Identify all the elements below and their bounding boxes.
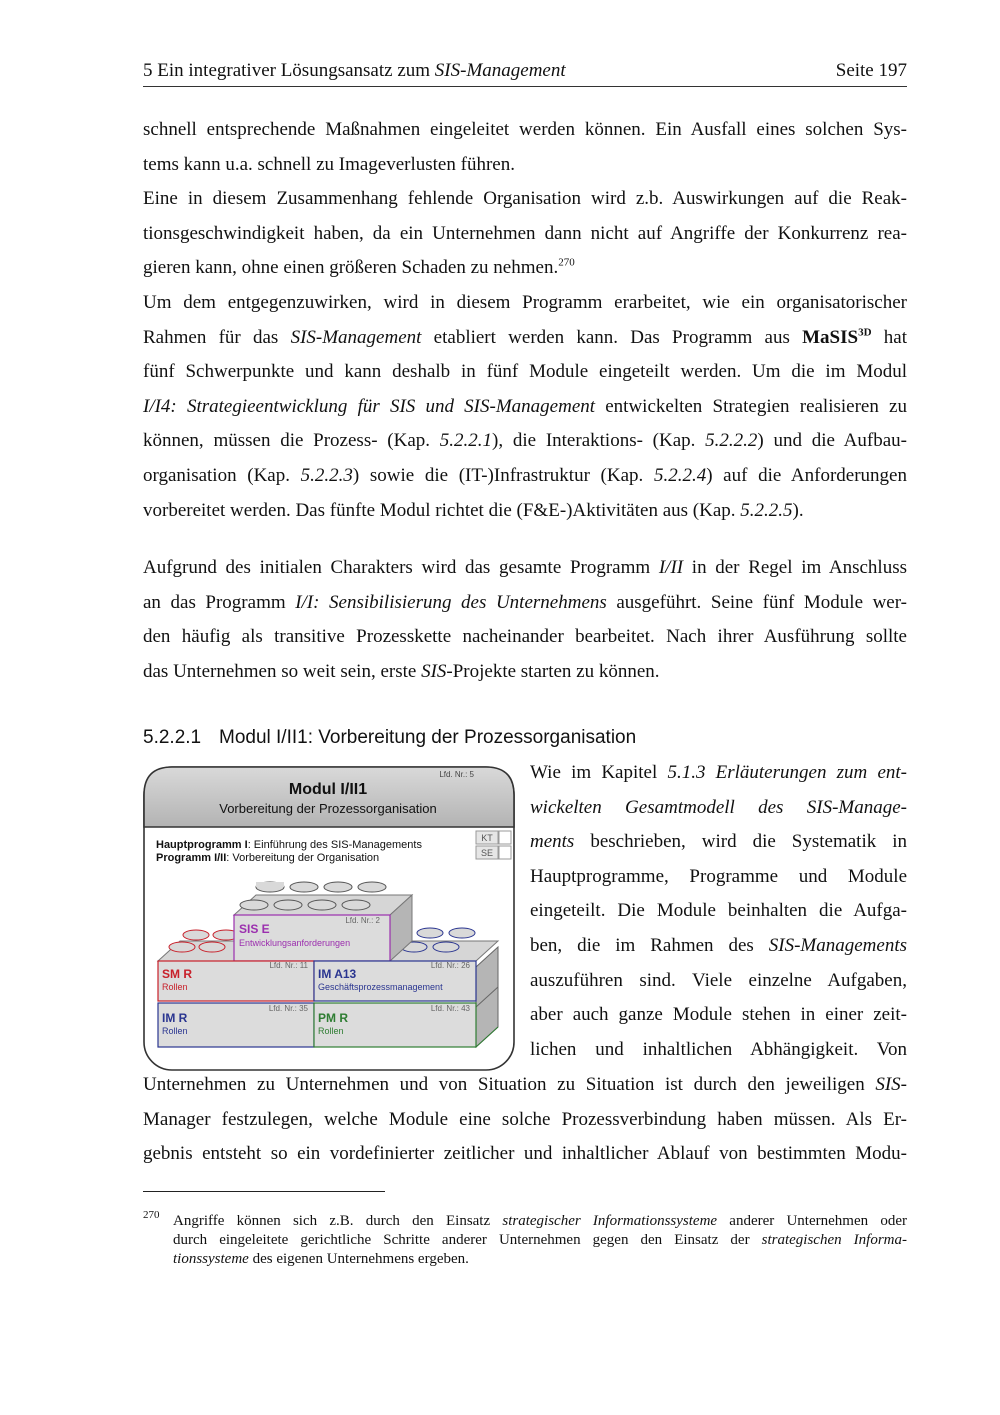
text-fragment: beschrieben, wird die Systematik in bbox=[574, 831, 907, 853]
lfd-main: Lfd. Nr.: 5 bbox=[439, 770, 474, 779]
text-line bbox=[143, 551, 907, 586]
programm-bold: Programm I/II bbox=[156, 852, 227, 864]
header-page-number: Seite 197 bbox=[835, 60, 907, 81]
footnote-mark: 270 bbox=[143, 1209, 160, 1221]
footnote-reference: 270 bbox=[558, 256, 575, 269]
footnote-rule bbox=[143, 1191, 385, 1192]
sm-r-lfd: Lfd. Nr.: 11 bbox=[269, 961, 308, 970]
im-r-subtitle: Rollen bbox=[162, 1026, 188, 1036]
text-fragment: tionssysteme bbox=[173, 1251, 249, 1267]
chapter-reference: 5.1.3 Erläuterungen zum ent- bbox=[667, 762, 907, 783]
chapter-reference: wickelten Gesamtmodell des SIS-Manage- bbox=[530, 796, 907, 818]
text-fragment: ben, die im Rahmen des bbox=[530, 934, 769, 956]
text-fragment: SIS-Management bbox=[290, 326, 422, 348]
paragraph-2 bbox=[143, 182, 907, 286]
text-fragment: ausgeführt. Seine fünf Module wer- bbox=[606, 591, 908, 613]
text-line bbox=[143, 1068, 907, 1103]
header-chapter-italic: SIS-Management bbox=[434, 60, 566, 81]
im-a13-subtitle: Geschäftsprozessmanagement bbox=[318, 982, 443, 992]
pm-r-title: PM R bbox=[318, 1011, 348, 1025]
text-line bbox=[143, 655, 907, 690]
sis-e-subtitle: Entwicklungsanforderungen bbox=[239, 938, 351, 948]
text-line bbox=[530, 791, 907, 826]
text-line: fünf Schwerpunkte und kann deshalb in fünf Module eingeteilt werden. Um die im Modul bbox=[143, 361, 907, 383]
text-fragment: können, müssen die Prozess- (Kap. bbox=[143, 430, 440, 452]
text-line: Manager festzulegen, welche Module eine solche Prozessverbindung haben müssen. Als Er- bbox=[143, 1108, 907, 1130]
text-fragment: an das Programm bbox=[143, 591, 296, 613]
paragraph-3 bbox=[143, 286, 907, 528]
im-a13-title: IM A13 bbox=[318, 967, 357, 981]
module-figure bbox=[142, 765, 516, 1072]
text-fragment: ) sowie die (IT-)Infrastruktur (Kap. bbox=[352, 464, 654, 486]
text-line: lichen und inhaltlichen Abhängigkeit. Von bbox=[530, 1038, 907, 1060]
programm-rest: : Vorbereitung der Organisation bbox=[226, 852, 380, 864]
text-line bbox=[143, 586, 907, 621]
footnote-line bbox=[173, 1212, 907, 1231]
text-line: Hauptprogramme, Programme und Module bbox=[530, 865, 907, 887]
sm-r-title: SM R bbox=[162, 967, 192, 981]
text-line bbox=[143, 494, 907, 529]
sis-e-lfd: Lfd. Nr.: 2 bbox=[345, 916, 380, 925]
text-fragment: in der Regel im Anschluss bbox=[683, 557, 907, 578]
module-subtitle: Vorbereitung der Prozessorganisation bbox=[219, 801, 437, 816]
text-fragment: organisation (Kap. bbox=[143, 464, 301, 486]
text-fragment: ), die Interaktions- (Kap. bbox=[492, 430, 706, 452]
chapter-reference: 5.2.2.2 bbox=[705, 430, 758, 452]
masis-term: MaSIS bbox=[802, 326, 859, 348]
text-line: aber auch ganze Module stehen in einer zeit- bbox=[530, 1004, 907, 1026]
text-fragment: hat bbox=[871, 326, 907, 348]
sm-r-subtitle: Rollen bbox=[162, 982, 188, 992]
text-line bbox=[143, 390, 907, 425]
chapter-reference: 5.2.2.4 bbox=[653, 464, 707, 486]
text-fragment: strategischer Informationssysteme bbox=[502, 1213, 718, 1229]
running-header bbox=[143, 60, 907, 87]
paragraph-5 bbox=[143, 1068, 907, 1172]
im-r-lfd: Lfd. Nr.: 35 bbox=[268, 1004, 308, 1013]
im-a13-lfd: Lfd. Nr.: 26 bbox=[430, 961, 470, 970]
text-fragment: strategischen Informa- bbox=[761, 1232, 907, 1248]
pm-r-subtitle: Rollen bbox=[318, 1026, 344, 1036]
hauptprogramm-rest: : Einführung des SIS-Managements bbox=[247, 839, 422, 851]
se-label: SE bbox=[480, 848, 494, 858]
chapter-reference: 5.2.2.1 bbox=[439, 430, 493, 452]
program-reference: I/II bbox=[658, 557, 684, 578]
text-line bbox=[143, 321, 907, 356]
pm-r-lfd: Lfd. Nr.: 43 bbox=[430, 1004, 470, 1013]
text-line: auszuführen sind. Viele einzelne Aufgaben, bbox=[530, 969, 907, 991]
im-r-title: IM R bbox=[162, 1011, 188, 1025]
module-reference: I/I4: Strategieentwicklung für SIS und SIS-Management bbox=[143, 395, 596, 417]
masis-superscript: 3D bbox=[858, 326, 872, 339]
module-title: Modul I/II1 bbox=[288, 781, 368, 798]
footnote-line bbox=[173, 1250, 907, 1269]
text-fragment: ). bbox=[792, 499, 804, 521]
text-fragment: vorbereitet werden. Das fünfte Modul richtet die (F&E-)Aktivitäten aus (Kap. bbox=[143, 499, 741, 521]
hauptprogramm-bold: Hauptprogramm I bbox=[156, 839, 248, 851]
text-fragment: SIS bbox=[421, 660, 447, 682]
text-line bbox=[530, 825, 907, 860]
text-line bbox=[530, 929, 907, 964]
chapter-reference: 5.2.2.3 bbox=[300, 464, 353, 486]
text-line: tems kann u.a. schnell zu Imageverlusten führen. bbox=[143, 153, 515, 175]
footnote-line bbox=[173, 1231, 907, 1250]
text-fragment: SIS-Managements bbox=[768, 934, 907, 956]
text-fragment: Wie im Kapitel bbox=[530, 762, 668, 783]
kt-check bbox=[499, 831, 511, 844]
text-line bbox=[143, 459, 907, 494]
text-line: schnell entsprechende Maßnahmen eingeleitet werden können. Ein Ausfall eines solchen Sys- bbox=[143, 119, 907, 140]
text-line: gebnis entsteht so ein vordefinierter zeitlicher und inhaltlicher Ablauf von bestimmten Modu- bbox=[143, 1143, 907, 1165]
text-fragment: entwickelten Strategien realisieren zu bbox=[595, 395, 907, 417]
figure-side-text bbox=[530, 756, 907, 1067]
text-fragment: anderer Unternehmen oder bbox=[717, 1213, 907, 1229]
text-fragment: ) auf die Anforderungen bbox=[706, 464, 907, 486]
header-chapter-prefix: 5 Ein integrativer Lösungsansatz zum bbox=[143, 60, 435, 81]
text-fragment: etabliert werden kann. Das Programm aus bbox=[421, 326, 803, 348]
text-fragment: ) und die Aufbau- bbox=[757, 430, 907, 452]
text-fragment: Rahmen für das bbox=[143, 326, 291, 348]
programm-line bbox=[156, 852, 379, 864]
text-fragment: gieren kann, ohne einen größeren Schaden zu nehmen. bbox=[143, 257, 559, 279]
text-line: den häufig als transitive Prozesskette nacheinander bearbeitet. Nach ihrer Ausführung sollte bbox=[143, 626, 907, 648]
program-reference: I/I: Sensibilisierung des Unternehmens bbox=[295, 591, 607, 613]
chapter-reference: ments bbox=[530, 831, 575, 853]
footnote bbox=[143, 1209, 907, 1269]
text-line: tionsgeschwindigkeit haben, da ein Unternehmen dann nicht auf Angriffe der Konkurrenz rea- bbox=[143, 222, 907, 244]
chapter-reference: 5.2.2.5 bbox=[740, 499, 793, 521]
text-fragment: -Projekte starten zu können. bbox=[446, 660, 660, 682]
paragraph-1 bbox=[143, 113, 907, 182]
text-fragment: Angriffe können sich z.B. durch den Einsatz bbox=[173, 1213, 503, 1229]
kt-label: KT bbox=[481, 833, 493, 843]
text-line: eingeteilt. Die Module beinhalten die Aufga- bbox=[530, 900, 907, 922]
text-fragment: des eigenen Unternehmens ergeben. bbox=[248, 1251, 469, 1267]
text-fragment: Unternehmen zu Unternehmen und von Situation zu Situation ist durch den jeweiligen bbox=[143, 1074, 876, 1095]
text-line bbox=[530, 756, 907, 791]
section-number: 5.2.2.1 bbox=[143, 727, 202, 748]
text-fragment: durch eingeleitete gerichtliche Schritte anderer Unternehmen gegen den Einsatz der bbox=[173, 1232, 762, 1248]
text-line: Eine in diesem Zusammenhang fehlende Organisation wird z.b. Auswirkungen auf die Reak- bbox=[143, 188, 907, 209]
hauptprogramm-line bbox=[156, 839, 422, 851]
section-title: Modul I/II1: Vorbereitung der Prozessorganisation bbox=[219, 727, 637, 748]
sis-e-title: SIS E bbox=[239, 922, 270, 936]
text-line bbox=[143, 251, 907, 286]
section-heading bbox=[143, 727, 636, 749]
text-line: Um dem entgegenzuwirken, wird in diesem Programm erarbeitet, wie ein organisatorischer bbox=[143, 292, 907, 313]
text-line bbox=[143, 424, 907, 459]
header-chapter bbox=[143, 60, 566, 82]
paragraph-4 bbox=[143, 551, 907, 689]
text-fragment: das Unternehmen so weit sein, erste bbox=[143, 660, 422, 682]
text-fragment: Aufgrund des initialen Charakters wird das gesamte Programm bbox=[143, 557, 659, 578]
se-check bbox=[499, 846, 511, 859]
text-fragment: SIS- bbox=[875, 1074, 907, 1095]
